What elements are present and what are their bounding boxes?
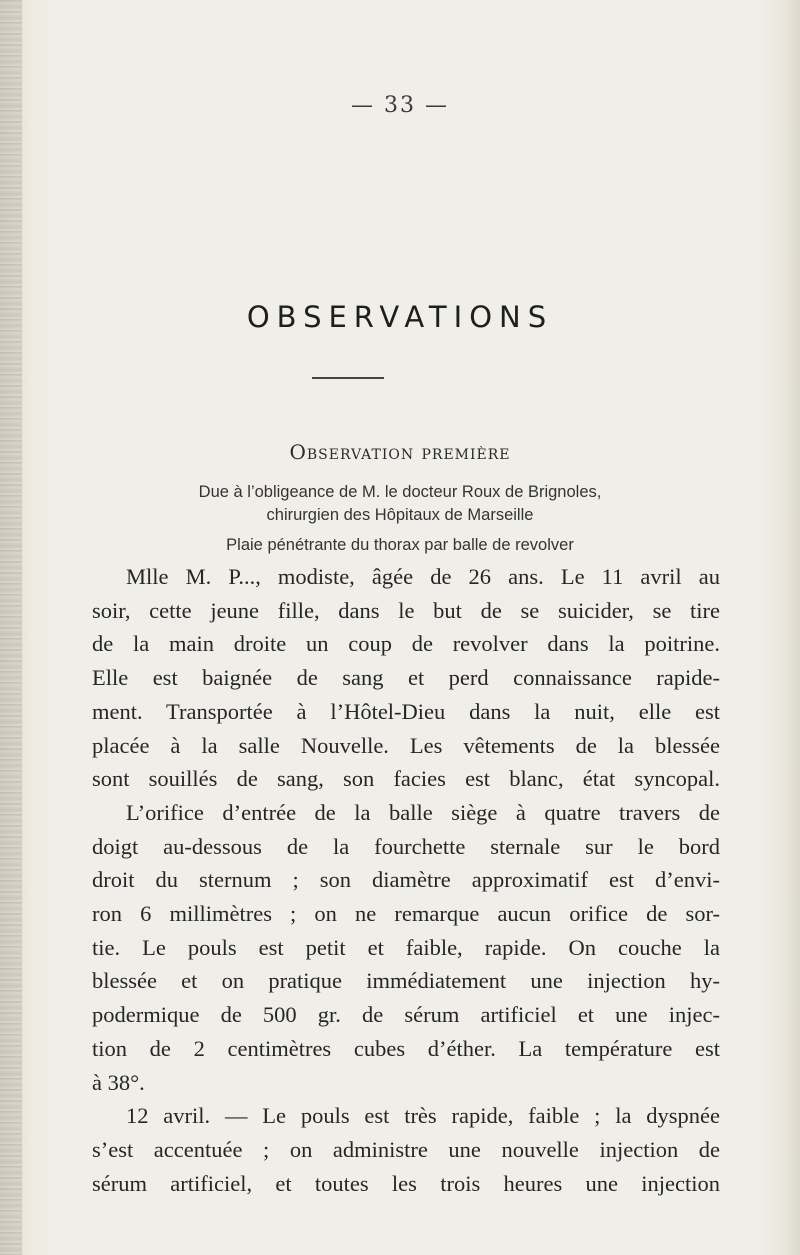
courtesy-line-1: Due à l’obligeance de M. le docteur Roux de Brignoles,	[198, 483, 602, 501]
page-number: — 33 —	[351, 93, 449, 118]
body-line: de la main droite un coup de revolver dans la poitrine.	[92, 631, 720, 657]
body-line: 12 avril. — Le pouls est très rapide, faible ; la dyspnée	[126, 1103, 720, 1129]
body-line: Elle est baignée de sang et perd connaissance rapide-	[92, 665, 720, 691]
body-line: droit du sternum ; son diamètre approximatif est d’envi-	[92, 867, 720, 893]
body-line: sérum artificiel, et toutes les trois heures une injection	[92, 1170, 720, 1196]
body-line: tion de 2 centimètres cubes d’éther. La température est	[92, 1035, 720, 1061]
body-line: sont souillés de sang, son facies est blanc, état syncopal.	[92, 766, 720, 792]
body-line: podermique de 500 gr. de sérum artificiel et une injec-	[92, 1002, 720, 1028]
courtesy-line-2: chirurgien des Hôpitaux de Marseille	[266, 506, 534, 524]
body-line: soir, cette jeune fille, dans le but de se suicider, se tire	[92, 597, 720, 623]
body-line: ment. Transportée à l’Hôtel-Dieu dans la nuit, elle est	[92, 698, 720, 724]
body-line: tie. Le pouls est petit et faible, rapide. On couche la	[92, 934, 720, 960]
body-line: ron 6 millimètres ; on ne remarque aucun orifice de sor-	[92, 901, 720, 927]
observation-subtitle: Plaie pénétrante du thorax par balle de revolver	[226, 536, 574, 554]
title-divider	[312, 377, 384, 379]
observation-title: Observation première	[289, 440, 511, 464]
body-line: placée à la salle Nouvelle. Les vêtements de la blessée	[92, 732, 720, 758]
section-title: OBSERVATIONS	[246, 300, 554, 334]
body-paragraphs	[92, 560, 720, 1200]
body-line: à 38°.	[92, 1069, 145, 1095]
body-line: Mlle M. P..., modiste, âgée de 26 ans. Le 11 avril au	[126, 564, 720, 589]
body-line: doigt au-dessous de la fourchette sternale sur le bord	[92, 833, 720, 859]
page-binding-edge	[0, 0, 22, 1255]
body-line: blessée et on pratique immédiatement une injection hy-	[92, 968, 720, 994]
body-line: L’orifice d’entrée de la balle siège à quatre travers de	[126, 799, 720, 825]
body-line: s’est accentuée ; on administre une nouvelle injection de	[92, 1136, 720, 1162]
